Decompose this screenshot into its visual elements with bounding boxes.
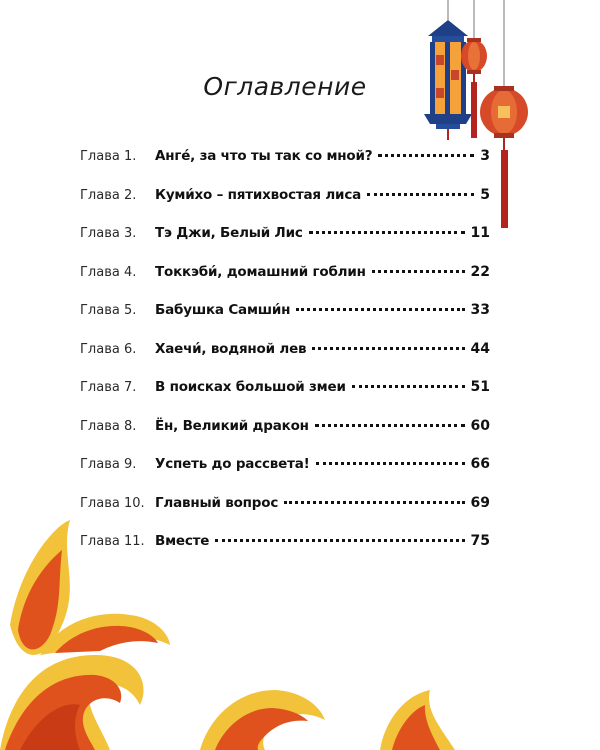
chapter-title: Хаечи́, водяной лев	[155, 340, 307, 357]
chapter-title: Главный вопрос	[155, 494, 279, 511]
chapter-page-number: 33	[470, 302, 490, 318]
dot-leader	[309, 231, 465, 234]
dot-leader	[372, 270, 465, 273]
dot-leader	[367, 193, 474, 196]
chapter-page-number: 11	[470, 225, 490, 241]
chapter-page-number: 44	[470, 340, 490, 357]
toc-entry	[80, 379, 490, 418]
chapter-page-number: 5	[480, 186, 490, 203]
chapter-page-number: 60	[470, 417, 490, 434]
dot-leader	[316, 462, 465, 465]
chapter-title: Успеть до рассвета!	[155, 456, 310, 472]
chapter-page-number: 66	[470, 456, 490, 472]
chapter-title: Тэ Джи, Белый Лис	[155, 225, 303, 241]
toc-entry	[80, 302, 490, 341]
fox-tails-illustration	[0, 505, 600, 750]
dot-leader	[315, 424, 465, 427]
toc-entry	[80, 456, 490, 495]
chapter-page-number: 22	[470, 263, 490, 280]
chapter-title: Токкэби́, домашний гоблин	[155, 263, 366, 280]
chapter-number: Глава 9.	[80, 457, 137, 472]
chapter-number: Глава 2.	[80, 187, 137, 203]
toc-entry	[80, 418, 490, 457]
chapter-number: Глава 5.	[80, 303, 137, 318]
dot-leader	[296, 308, 464, 311]
blue-lantern	[424, 20, 472, 140]
dot-leader	[284, 501, 464, 504]
toc-entry	[80, 187, 490, 226]
chapter-title: В поисках большой змеи	[155, 379, 346, 395]
chapter-title: Вместе	[155, 533, 210, 549]
toc-entry	[80, 341, 490, 380]
chapter-page-number: 75	[470, 533, 490, 549]
chapter-number: Глава 6.	[80, 341, 137, 357]
chapter-page-number: 51	[470, 379, 490, 395]
dot-leader	[352, 385, 465, 388]
chapter-title: Бабушка Самши́н	[155, 302, 291, 318]
chapter-page-number: 69	[470, 494, 490, 511]
chapter-number: Глава 8.	[80, 418, 137, 434]
toc-entry	[80, 148, 490, 187]
chapter-title: Куми́хо – пятихвостая лиса	[155, 186, 362, 203]
contents-title: Оглавление	[203, 72, 367, 101]
toc-entry	[80, 264, 490, 303]
chapter-number: Глава 10.	[80, 495, 145, 511]
chapter-title: Ён, Великий дракон	[155, 417, 309, 434]
chapter-number: Глава 3.	[80, 226, 137, 241]
chapter-number: Глава 7.	[80, 380, 137, 395]
chapter-number: Глава 4.	[80, 264, 137, 280]
chapter-page-number: 3	[480, 148, 490, 164]
chapter-number: Глава 11.	[80, 534, 145, 549]
dot-leader	[378, 154, 474, 157]
chapter-title: Анге́, за что ты так со мной?	[155, 148, 373, 164]
toc-entry	[80, 225, 490, 264]
dot-leader	[312, 347, 464, 350]
chapter-number: Глава 1.	[80, 149, 137, 164]
